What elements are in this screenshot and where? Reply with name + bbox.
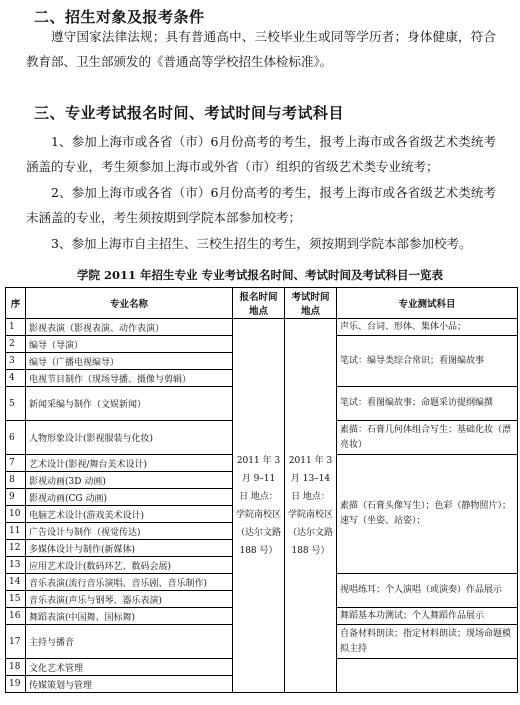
subjects-cell	[337, 659, 518, 693]
table-row	[6, 319, 518, 336]
row-number: 2	[6, 336, 26, 353]
subjects-cell: 声乐、台词、形体、集体小品；	[337, 319, 518, 336]
row-number: 4	[6, 370, 26, 387]
header-subjects: 专业测试科目	[337, 288, 518, 319]
header-name: 专业名称	[26, 288, 233, 319]
subjects-cell: 舞蹈基本功测试；个人舞蹈作品展示	[337, 608, 518, 625]
admission-table	[5, 287, 518, 693]
section3-paragraph-3: 3、参加上海市自主招生、三校生招生的考生，须按期到学院本部参加校考。	[51, 236, 472, 251]
row-number: 17	[6, 625, 26, 659]
major-name: 音乐表演(流行音乐演唱、音乐剧、音乐制作)	[26, 574, 233, 591]
major-name: 音乐表演(声乐与钢琴、器乐表演)	[26, 591, 233, 608]
row-number: 14	[6, 574, 26, 591]
major-name: 舞蹈表演(中国舞、国标舞)	[26, 608, 233, 625]
major-name: 多媒体设计与制作(新媒体)	[26, 540, 233, 557]
section2-text: 遵守国家法律法规；具有普通高中、三校毕业生或同等学历者；身体健康，符合教育部、卫生部颁发的《普通高等学校招生体检标准》。	[26, 29, 496, 69]
exam-info: 2011 年 3 月 13–14 日 地点：学院南校区（达尔文路 188 号）	[285, 319, 337, 693]
row-number: 15	[6, 591, 26, 608]
major-name: 主持与播音	[26, 625, 233, 659]
row-number: 3	[6, 353, 26, 370]
section3-paragraph-1: 1、参加上海市或各省（市）6月份高考的考生，报考上海市或各省级艺术类统考涵盖的专业，考生须参加上海市或外省（市）组织的省级艺术类专业统考；	[26, 134, 496, 174]
major-name: 广告设计与制作（视觉传达)	[26, 523, 233, 540]
subjects-cell: 视唱练耳；个人演唱（或演奏）作品展示	[337, 574, 518, 608]
major-name: 编导（广播电视编导）	[26, 353, 233, 370]
row-number: 19	[6, 676, 26, 693]
section3-paragraph-2: 2、参加上海市或各省（市）6月份高考的考生，报考上海市或各省级艺术类统考未涵盖的专业，考生须按期到学院本部参加校考；	[26, 185, 496, 225]
row-number: 12	[6, 540, 26, 557]
row-number: 1	[6, 319, 26, 336]
row-number: 16	[6, 608, 26, 625]
section3-heading: 三、专业考试报名时间、考试时间与考试科目	[34, 104, 345, 122]
row-number: 6	[6, 421, 26, 455]
major-name: 电脑艺术设计(游戏美术设计)	[26, 506, 233, 523]
major-name: 人物形象设计(影视服装与化妆)	[26, 421, 233, 455]
registration-info: 2011 年 3 月 9–11 日 地点：学院南校区（达尔文路 188 号）	[233, 319, 285, 693]
table-header-row	[6, 288, 518, 319]
row-number: 10	[6, 506, 26, 523]
major-name: 影视动画(3D 动画)	[26, 472, 233, 489]
row-number: 18	[6, 659, 26, 676]
major-name: 电视节目制作（现场导播、摄像与剪辑）	[26, 370, 233, 387]
header-reg: 报名时间地点	[233, 288, 285, 319]
major-name: 应用艺术设计(数码环艺、数码会展)	[26, 557, 233, 574]
row-number: 13	[6, 557, 26, 574]
table-caption: 学院 2011 年招生专业 专业考试报名时间、考试时间及考试科目一览表	[76, 268, 443, 282]
subjects-cell: 笔试：看图编故事；命题采访提纲编撰	[337, 387, 518, 421]
row-number: 11	[6, 523, 26, 540]
major-name: 影视表演（影视表演、动作表演）	[26, 319, 233, 336]
subjects-cell: 自备材料朗读；指定材料朗读；现场命题模拟主持	[337, 625, 518, 659]
major-name: 艺术设计(影视/舞台美术设计)	[26, 455, 233, 472]
section2-heading: 二、招生对象及报考条件	[34, 8, 205, 26]
major-name: 新闻采编与制作（文娱新闻）	[26, 387, 233, 421]
header-exam: 考试时间地点	[285, 288, 337, 319]
header-seq: 序	[6, 288, 26, 319]
major-name: 影视动画(CG 动画)	[26, 489, 233, 506]
row-number: 7	[6, 455, 26, 472]
row-number: 9	[6, 489, 26, 506]
subjects-cell: 素描（石膏头像写生）；色彩（静物照片）；速写（坐姿、站姿）；	[337, 455, 518, 574]
major-name: 传媒策划与管理	[26, 676, 233, 693]
major-name: 编导（导演）	[26, 336, 233, 353]
row-number: 8	[6, 472, 26, 489]
subjects-cell: 素描：石膏几何体组合写生；基础化妆（漂亮妆）	[337, 421, 518, 455]
row-number: 5	[6, 387, 26, 421]
subjects-cell: 笔试：编导类综合常识；看图编故事	[337, 336, 518, 387]
major-name: 文化艺术管理	[26, 659, 233, 676]
